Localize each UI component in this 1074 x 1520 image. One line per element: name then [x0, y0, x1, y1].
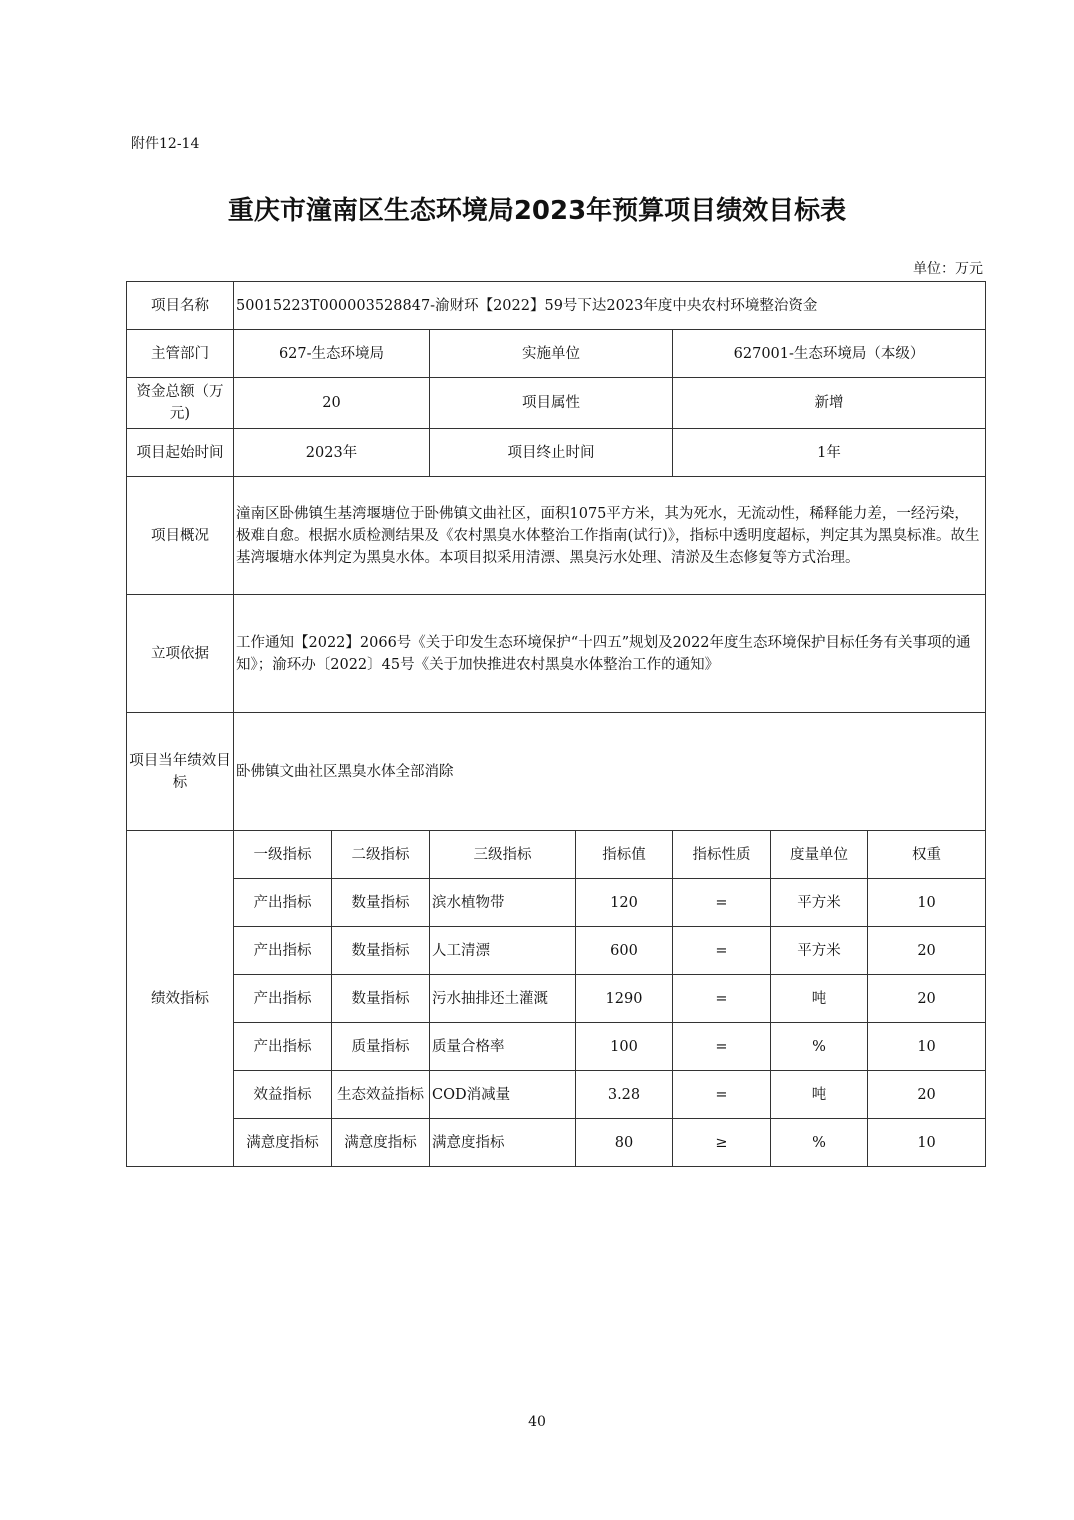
perf-row — [127, 927, 986, 975]
table-row — [127, 282, 986, 330]
table-row — [127, 378, 986, 429]
header-cell: 度量单位 — [771, 831, 868, 879]
annex-label: 附件12-14 — [131, 136, 200, 152]
perf-cell: 吨 — [771, 975, 868, 1023]
goal-label: 项目当年绩效目标 — [127, 713, 234, 831]
perf-cell: = — [673, 879, 771, 927]
perf-cell: 吨 — [771, 1071, 868, 1119]
start-value: 2023年 — [234, 429, 430, 477]
header-cell: 指标性质 — [673, 831, 771, 879]
header-cell: 一级指标 — [234, 831, 332, 879]
unit-label: 单位：万元 — [913, 261, 983, 277]
perf-cell: COD消减量 — [430, 1071, 576, 1119]
perf-cell: = — [673, 1071, 771, 1119]
table-row — [127, 429, 986, 477]
header-cell: 权重 — [868, 831, 986, 879]
perf-cell: 产出指标 — [234, 975, 332, 1023]
attr-value: 新增 — [673, 378, 986, 429]
perf-row — [127, 975, 986, 1023]
basis-value: 工作通知【2022】2066号《关于印发生态环境保护“十四五”规划及2022年度生态环境保护目标任务有关事项的通知》；渝环办〔2022〕45号《关于加快推进农村黑臭水体整治工作的通知》 — [234, 595, 986, 713]
perf-cell: = — [673, 1023, 771, 1071]
name-label: 项目名称 — [127, 282, 234, 330]
perf-cell: % — [771, 1119, 868, 1167]
perf-cell: 数量指标 — [332, 927, 430, 975]
perf-row — [127, 1119, 986, 1167]
perf-cell: 产出指标 — [234, 927, 332, 975]
perf-row — [127, 1023, 986, 1071]
perf-cell: 600 — [576, 927, 673, 975]
perf-cell: = — [673, 975, 771, 1023]
perf-cell: 3.28 — [576, 1071, 673, 1119]
impl-label: 实施单位 — [430, 330, 673, 378]
perf-cell: % — [771, 1023, 868, 1071]
perf-cell: 20 — [868, 927, 986, 975]
perf-cell: 20 — [868, 975, 986, 1023]
table-row — [127, 713, 986, 831]
perf-cell: 满意度指标 — [234, 1119, 332, 1167]
page-number: 40 — [528, 1414, 546, 1430]
start-label: 项目起始时间 — [127, 429, 234, 477]
end-value: 1年 — [673, 429, 986, 477]
perf-cell: ≥ — [673, 1119, 771, 1167]
perf-label: 绩效指标 — [127, 831, 234, 1167]
fund-label: 资金总额（万元) — [127, 378, 234, 429]
perf-cell: 20 — [868, 1071, 986, 1119]
perf-cell: 滨水植物带 — [430, 879, 576, 927]
perf-cell: 10 — [868, 1119, 986, 1167]
page-title: 重庆市潼南区生态环境局2023年预算项目绩效目标表 — [227, 196, 847, 226]
perf-cell: 污水抽排还土灌溉 — [430, 975, 576, 1023]
header-cell: 三级指标 — [430, 831, 576, 879]
impl-value: 627001-生态环境局（本级） — [673, 330, 986, 378]
perf-cell: 10 — [868, 1023, 986, 1071]
perf-cell: 10 — [868, 879, 986, 927]
perf-cell: 生态效益指标 — [332, 1071, 430, 1119]
perf-cell: 1290 — [576, 975, 673, 1023]
perf-cell: 产出指标 — [234, 1023, 332, 1071]
goal-value: 卧佛镇文曲社区黑臭水体全部消除 — [234, 713, 986, 831]
basis-label: 立项依据 — [127, 595, 234, 713]
perf-cell: 80 — [576, 1119, 673, 1167]
perf-header-row — [127, 831, 986, 879]
perf-cell: 平方米 — [771, 927, 868, 975]
perf-cell: 效益指标 — [234, 1071, 332, 1119]
perf-cell: 满意度指标 — [332, 1119, 430, 1167]
perf-cell: = — [673, 927, 771, 975]
performance-table — [126, 281, 986, 1167]
overview-value: 潼南区卧佛镇生基湾堰塘位于卧佛镇文曲社区，面积1075平方米，其为死水，无流动性，稀释能力差，一经污染，极难自愈。根据水质检测结果及《农村黑臭水体整治工作指南(试行)》，指标中透明度超标，判定其为黑臭标准。故生基湾堰塘水体判定为黑臭水体。本项目拟采用清漂、黑臭污水处理、清淤及生态修复等方式治理。 — [234, 477, 986, 595]
perf-cell: 平方米 — [771, 879, 868, 927]
perf-cell: 产出指标 — [234, 879, 332, 927]
perf-cell: 满意度指标 — [430, 1119, 576, 1167]
perf-cell: 质量指标 — [332, 1023, 430, 1071]
dept-label: 主管部门 — [127, 330, 234, 378]
perf-cell: 质量合格率 — [430, 1023, 576, 1071]
table-row — [127, 330, 986, 378]
fund-value: 20 — [234, 378, 430, 429]
perf-row — [127, 1071, 986, 1119]
header-cell: 二级指标 — [332, 831, 430, 879]
perf-cell: 数量指标 — [332, 879, 430, 927]
dept-value: 627-生态环境局 — [234, 330, 430, 378]
perf-cell: 100 — [576, 1023, 673, 1071]
header-cell: 指标值 — [576, 831, 673, 879]
attr-label: 项目属性 — [430, 378, 673, 429]
perf-cell: 人工清漂 — [430, 927, 576, 975]
perf-cell: 120 — [576, 879, 673, 927]
perf-cell: 数量指标 — [332, 975, 430, 1023]
overview-label: 项目概况 — [127, 477, 234, 595]
perf-row — [127, 879, 986, 927]
table-row — [127, 595, 986, 713]
name-value: 50015223T000003528847-渝财环【2022】59号下达2023年度中央农村环境整治资金 — [234, 282, 986, 330]
table-row — [127, 477, 986, 595]
end-label: 项目终止时间 — [430, 429, 673, 477]
